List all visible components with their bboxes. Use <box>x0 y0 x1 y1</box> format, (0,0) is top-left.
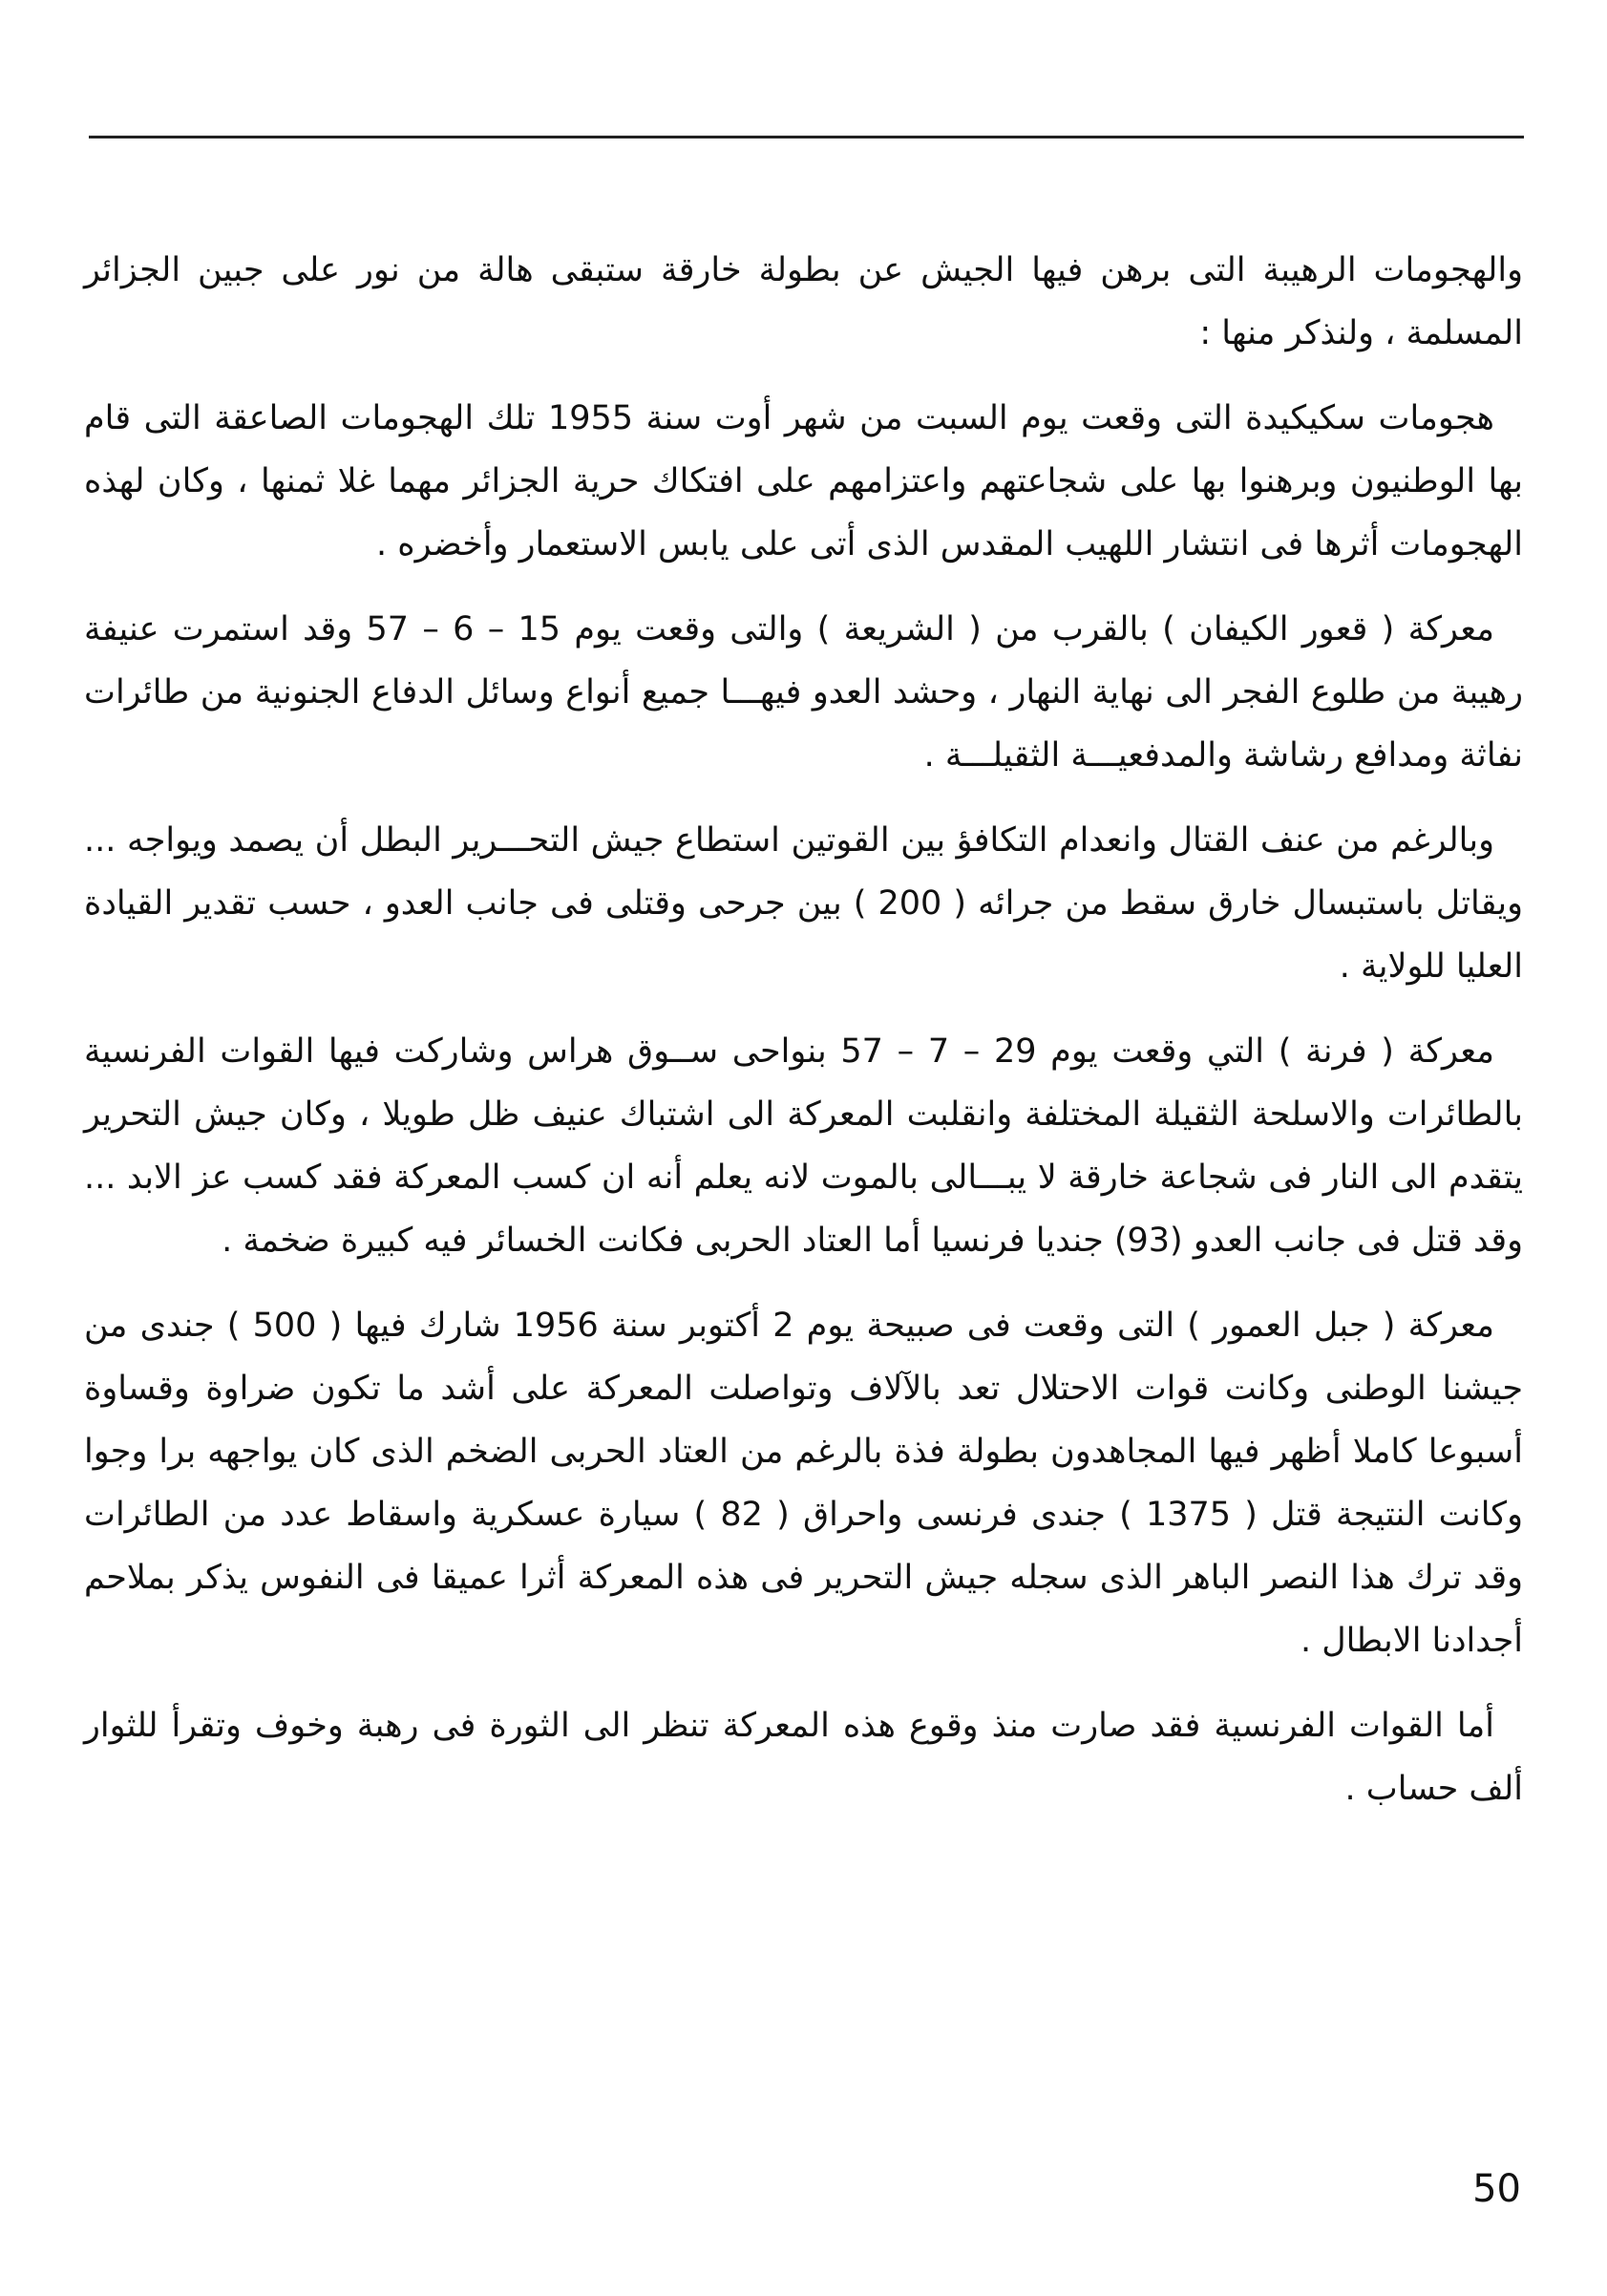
paragraph: معركة ( جبل العمور ) التى وقعت فى صبيحة يوم 2 أكتوبر سنة 1956 شارك فيها ( 500 ) جندى من جيشنا الوطنى وكانت قوات الاحتلال تعد بالآلاف وتواصلت المعركة على أشد ما تكون ضراوة وقساوة أسبوعا كاملا أظهر فيها المجاهدون بطولة فذة بالرغم من العتاد الحربى الضخم الذى كان يواجهه برا وجوا وكانت النتيجة قتل ( 1375 ) جندى فرنسى واحراق ( 82 ) سيارة عسكرية واسقاط عدد من الطائرات وقد ترك هذا النصر الباهر الذى سجله جيش التحرير فى هذه المعركة أثرا عميقا فى النفوس يذكر بملاحم أجدادنا الابطال . <box>84 1307 1523 1660</box>
page-number: 50 <box>1472 2167 1521 2211</box>
paragraph: معركة ( قعور الكيفان ) بالقرب من ( الشريعة ) والتى وقعت يوم 15 – 6 – 57 وقد استمرت عنيفة رهيبة من طلوع الفجر الى نهاية النهار ، وحشد العدو فيهـــا جميع أنواع وسائل الدفاع الجنونية من طائرات نفاثة ومدافع رشاشة والمدفعيـــة الثقيلـــة . <box>84 610 1523 775</box>
header-rule <box>89 136 1524 138</box>
paragraph: معركة ( فرنة ) التي وقعت يوم 29 – 7 – 57 بنواحى ســوق هراس وشاركت فيها القوات الفرنسية بالطائرات والاسلحة الثقيلة المختلفة وانقلبت المعركة الى اشتباك عنيف ظل طويلا ، وكان جيش التحرير يتقدم الى النار فى شجاعة خارقة لا يبـــالى بالموت لانه يعلم أنه ان كسب المعركة فقد كسب عز الابد ... وقد قتل فى جانب العدو (93) جنديا فرنسيا أما العتاد الحربى فكانت الخسائر فيه كبيرة ضخمة . <box>84 1032 1523 1260</box>
paragraph: والهجومات الرهيبة التى برهن فيها الجيش عن بطولة خارقة ستبقى هالة من نور على جبين الجزائر المسلمة ، ولنذكر منها : <box>84 251 1523 352</box>
paragraph: أما القوات الفرنسية فقد صارت منذ وقوع هذه المعركة تنظر الى الثورة فى رهبة وخوف وتقرأ للثوار ألف حساب . <box>84 1707 1523 1808</box>
paragraph: هجومات سكيكيدة التى وقعت يوم السبت من شهر أوت سنة 1955 تلك الهجومات الصاعقة التى قام بها الوطنيون وبرهنوا بها على شجاعتهم واعتزامهم على افتكاك حرية الجزائر مهما غلا ثمنها ، وكان لهذه الهجومات أثرها فى انتشار اللهيب المقدس الذى أتى على يابس الاستعمار وأخضره . <box>84 399 1523 563</box>
paragraph: وبالرغم من عنف القتال وانعدام التكافؤ بين القوتين استطاع جيش التحـــرير البطل أن يصمد ويواجه ... ويقاتل باستبسال خارق سقط من جرائه ( 200 ) بين جرحى وقتلى فى جانب العدو ، حسب تقدير القيادة العليا للولاية . <box>84 821 1523 986</box>
body-text <box>84 239 1523 1842</box>
